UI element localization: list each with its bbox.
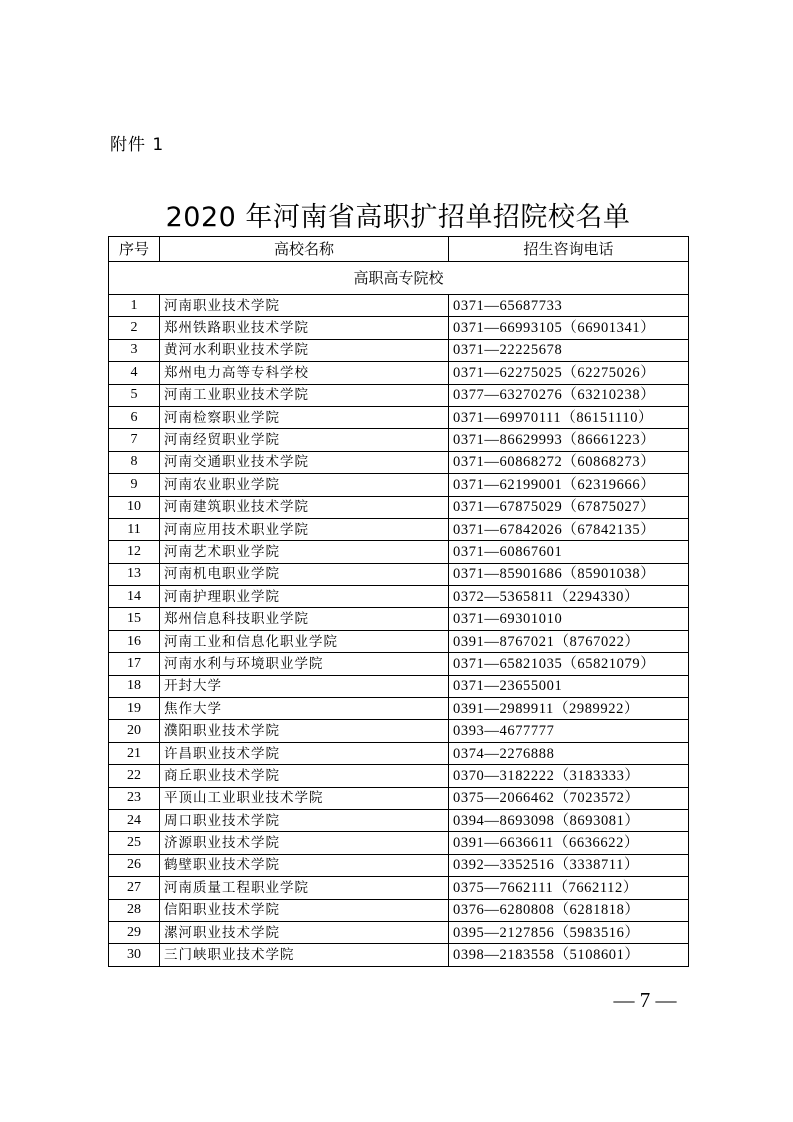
cell-serial-number: 24 (109, 809, 160, 831)
table-row (109, 451, 689, 473)
table-row (109, 406, 689, 428)
cell-serial-number: 28 (109, 899, 160, 921)
table-row (109, 921, 689, 943)
cell-serial-number: 15 (109, 608, 160, 630)
cell-school-name: 河南水利与环境职业学院 (160, 653, 449, 675)
cell-school-name: 河南工业和信息化职业学院 (160, 630, 449, 652)
cell-admissions-phone: 0371—66993105（66901341） (449, 317, 689, 339)
cell-school-name: 商丘职业技术学院 (160, 765, 449, 787)
cell-serial-number: 30 (109, 944, 160, 966)
cell-admissions-phone: 0394—8693098（8693081） (449, 809, 689, 831)
cell-admissions-phone: 0371—23655001 (449, 675, 689, 697)
cell-admissions-phone: 0371—65687733 (449, 295, 689, 317)
cell-serial-number: 7 (109, 429, 160, 451)
table-row (109, 809, 689, 831)
cell-admissions-phone: 0370—3182222（3183333） (449, 765, 689, 787)
cell-admissions-phone: 0371—22225678 (449, 339, 689, 361)
cell-admissions-phone: 0371—67875029（67875027） (449, 496, 689, 518)
cell-admissions-phone: 0371—60868272（60868273） (449, 451, 689, 473)
table-row (109, 899, 689, 921)
table-row (109, 362, 689, 384)
page-number: — 7 — (613, 988, 677, 1012)
cell-serial-number: 21 (109, 742, 160, 764)
cell-school-name: 鹤壁职业技术学院 (160, 854, 449, 876)
cell-school-name: 许昌职业技术学院 (160, 742, 449, 764)
table-row (109, 787, 689, 809)
cell-serial-number: 14 (109, 586, 160, 608)
cell-serial-number: 26 (109, 854, 160, 876)
cell-admissions-phone: 0371—65821035（65821079） (449, 653, 689, 675)
cell-school-name: 河南工业职业技术学院 (160, 384, 449, 406)
cell-school-name: 河南交通职业技术学院 (160, 451, 449, 473)
cell-school-name: 郑州铁路职业技术学院 (160, 317, 449, 339)
table-row (109, 563, 689, 585)
cell-school-name: 河南职业技术学院 (160, 295, 449, 317)
table-row (109, 518, 689, 540)
cell-admissions-phone: 0371—62199001（62319666） (449, 474, 689, 496)
cell-serial-number: 5 (109, 384, 160, 406)
cell-admissions-phone: 0377—63270276（63210238） (449, 384, 689, 406)
table-row (109, 653, 689, 675)
table-row (109, 608, 689, 630)
table-header (109, 237, 689, 262)
cell-admissions-phone: 0371—60867601 (449, 541, 689, 563)
cell-serial-number: 29 (109, 921, 160, 943)
cell-serial-number: 12 (109, 541, 160, 563)
cell-school-name: 河南农业职业学院 (160, 474, 449, 496)
table-row (109, 496, 689, 518)
table-body (109, 262, 689, 967)
cell-school-name: 河南艺术职业学院 (160, 541, 449, 563)
cell-admissions-phone: 0371—69301010 (449, 608, 689, 630)
cell-school-name: 黄河水利职业技术学院 (160, 339, 449, 361)
table-row (109, 474, 689, 496)
cell-serial-number: 23 (109, 787, 160, 809)
header-admissions-phone: 招生咨询电话 (449, 237, 689, 262)
cell-school-name: 河南经贸职业学院 (160, 429, 449, 451)
table-row (109, 765, 689, 787)
table-row (109, 698, 689, 720)
section-label: 高职高专院校 (109, 262, 689, 295)
table-row (109, 630, 689, 652)
cell-serial-number: 13 (109, 563, 160, 585)
cell-admissions-phone: 0371—69970111（86151110） (449, 406, 689, 428)
cell-school-name: 济源职业技术学院 (160, 832, 449, 854)
header-school-name: 高校名称 (160, 237, 449, 262)
cell-serial-number: 2 (109, 317, 160, 339)
cell-serial-number: 1 (109, 295, 160, 317)
section-row (109, 262, 689, 295)
cell-admissions-phone: 0391—2989911（2989922） (449, 698, 689, 720)
cell-serial-number: 3 (109, 339, 160, 361)
cell-school-name: 河南护理职业学院 (160, 586, 449, 608)
cell-admissions-phone: 0374—2276888 (449, 742, 689, 764)
cell-school-name: 河南检察职业学院 (160, 406, 449, 428)
cell-school-name: 平顶山工业职业技术学院 (160, 787, 449, 809)
table-row (109, 339, 689, 361)
table-row (109, 742, 689, 764)
cell-admissions-phone: 0375—7662111（7662112） (449, 877, 689, 899)
cell-serial-number: 27 (109, 877, 160, 899)
cell-serial-number: 17 (109, 653, 160, 675)
cell-school-name: 河南建筑职业技术学院 (160, 496, 449, 518)
cell-serial-number: 20 (109, 720, 160, 742)
cell-school-name: 河南应用技术职业学院 (160, 518, 449, 540)
cell-serial-number: 4 (109, 362, 160, 384)
cell-admissions-phone: 0393—4677777 (449, 720, 689, 742)
cell-serial-number: 18 (109, 675, 160, 697)
schools-table (108, 236, 689, 967)
cell-admissions-phone: 0398—2183558（5108601） (449, 944, 689, 966)
header-serial-number: 序号 (109, 237, 160, 262)
table-row (109, 944, 689, 966)
table-row (109, 854, 689, 876)
cell-serial-number: 25 (109, 832, 160, 854)
attachment-label: 附件 1 (110, 135, 165, 155)
cell-admissions-phone: 0372—5365811（2294330） (449, 586, 689, 608)
table-row (109, 877, 689, 899)
cell-admissions-phone: 0371—85901686（85901038） (449, 563, 689, 585)
cell-admissions-phone: 0391—8767021（8767022） (449, 630, 689, 652)
cell-admissions-phone: 0371—86629993（86661223） (449, 429, 689, 451)
cell-school-name: 周口职业技术学院 (160, 809, 449, 831)
document-title: 2020 年河南省高职扩招单招院校名单 (165, 202, 631, 233)
cell-admissions-phone: 0395—2127856（5983516） (449, 921, 689, 943)
cell-admissions-phone: 0376—6280808（6281818） (449, 899, 689, 921)
table-row (109, 586, 689, 608)
cell-admissions-phone: 0371—67842026（67842135） (449, 518, 689, 540)
cell-school-name: 河南机电职业学院 (160, 563, 449, 585)
table-row (109, 317, 689, 339)
cell-serial-number: 22 (109, 765, 160, 787)
table-row (109, 384, 689, 406)
cell-school-name: 河南质量工程职业学院 (160, 877, 449, 899)
table-row (109, 429, 689, 451)
cell-serial-number: 19 (109, 698, 160, 720)
cell-school-name: 郑州信息科技职业学院 (160, 608, 449, 630)
cell-admissions-phone: 0392—3352516（3338711） (449, 854, 689, 876)
cell-school-name: 漯河职业技术学院 (160, 921, 449, 943)
cell-admissions-phone: 0375—2066462（7023572） (449, 787, 689, 809)
cell-school-name: 焦作大学 (160, 698, 449, 720)
cell-school-name: 开封大学 (160, 675, 449, 697)
cell-serial-number: 16 (109, 630, 160, 652)
cell-admissions-phone: 0371—62275025（62275026） (449, 362, 689, 384)
cell-serial-number: 11 (109, 518, 160, 540)
cell-admissions-phone: 0391—6636611（6636622） (449, 832, 689, 854)
table-row (109, 541, 689, 563)
table-row (109, 720, 689, 742)
cell-school-name: 信阳职业技术学院 (160, 899, 449, 921)
cell-school-name: 濮阳职业技术学院 (160, 720, 449, 742)
cell-serial-number: 6 (109, 406, 160, 428)
cell-serial-number: 10 (109, 496, 160, 518)
cell-school-name: 三门峡职业技术学院 (160, 944, 449, 966)
cell-serial-number: 9 (109, 474, 160, 496)
table-row (109, 295, 689, 317)
cell-school-name: 郑州电力高等专科学校 (160, 362, 449, 384)
table-row (109, 675, 689, 697)
table-row (109, 832, 689, 854)
cell-serial-number: 8 (109, 451, 160, 473)
header-row (109, 237, 689, 262)
